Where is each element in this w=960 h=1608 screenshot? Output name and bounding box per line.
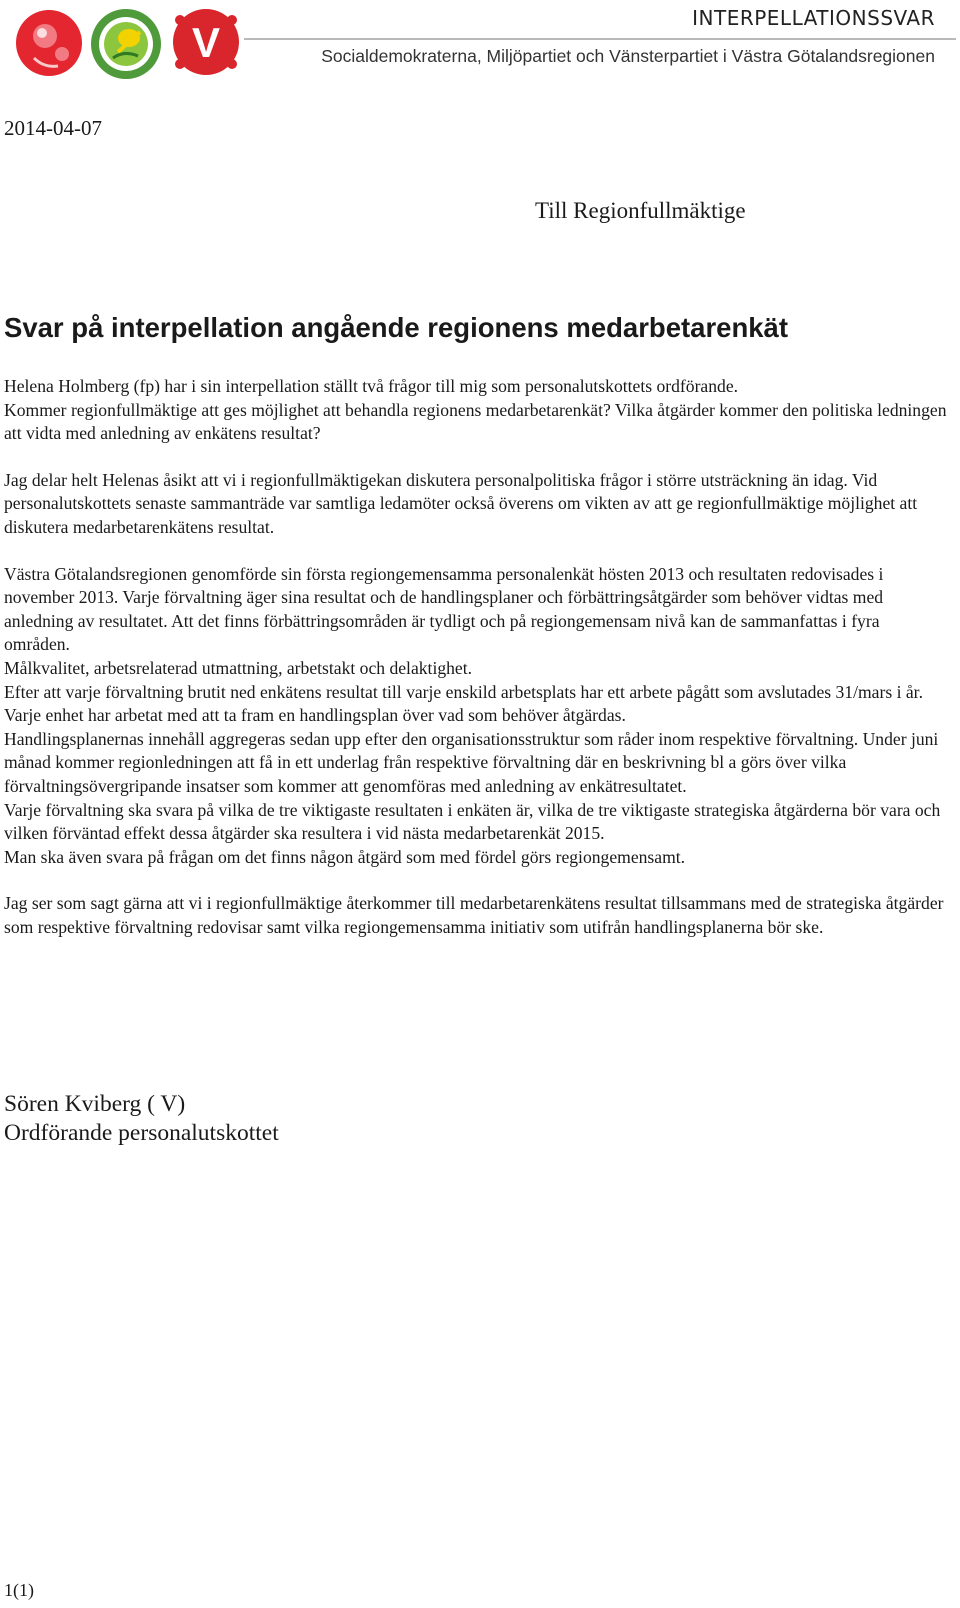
header-subtitle: Socialdemokraterna, Miljöpartiet och Vänsterpartiet i Västra Götalandsregionen xyxy=(321,46,935,66)
paragraph-intro xyxy=(4,375,949,446)
paragraph-line: Efter att varje förvaltning brutit ned enkätens resultat till varje enskild arbetsplats har ett arbete pågått som avslutades 31/mars i år. Varje enhet har arbetat med att ta fram en handlingsplan över vad som behöver åtgärdas. xyxy=(4,681,923,726)
paragraph-line: Varje förvaltning ska svara på vilka de tre viktigaste resultaten i enkäten är, vilka de tre viktigaste strategiska åtgärderna bör vara och vilken förväntad effekt dessa åtgärder ska resultera i vid nästa medarbetarenkät 2015. xyxy=(4,799,941,844)
signature-name: Sören Kviberg ( V) xyxy=(4,1091,186,1117)
signature-block xyxy=(4,1090,279,1148)
paragraph-line: Jag ser som sagt gärna att vi i regionfullmäktige återkommer till medarbetarenkätens resultat tillsammans med de strategiska åtgärder som respektive förvaltning redovisar samt vilka regiongemensamma initiativ som utifrån handlingsplanerna bör ske. xyxy=(4,893,944,937)
paragraph-line: Man ska även svara på frågan om det finns någon åtgärd som med fördel görs regiongemensamt. xyxy=(4,846,686,867)
paragraph-opinion xyxy=(4,469,949,540)
paragraph-line: Jag delar helt Helenas åsikt att vi i regionfullmäktigekan diskutera personalpolitiska frågor i större utsträckning än idag. Vid personalutskottets senaste sammanträde var samtliga ledamöter också överens om vikten av att ge regionfullmäktige möjlighet att diskutera medarbetarenkätens resultat. xyxy=(4,469,918,537)
paragraph-line: Målkvalitet, arbetsrelaterad utmattning, arbetstakt och delaktighet. xyxy=(4,657,473,678)
party-logos xyxy=(14,6,242,82)
v-logo-letter: V xyxy=(191,19,221,66)
document-header xyxy=(0,0,960,90)
page-number: 1(1) xyxy=(4,1580,34,1600)
paragraph-line: Kommer regionfullmäktige att ges möjlighet att behandla regionens medarbetarenkät? Vilka åtgärder kommer den politiska ledningen att vidta med anledning av enkätens resultat? xyxy=(4,399,947,444)
document-body xyxy=(4,375,949,962)
document-date: 2014-04-07 xyxy=(4,116,102,140)
header-divider xyxy=(244,38,956,40)
header-title: INTERPELLATIONSSVAR xyxy=(692,6,935,30)
recipient: Till Regionfullmäktige xyxy=(535,198,746,223)
paragraph-conclusion xyxy=(4,892,949,939)
paragraph-line: Helena Holmberg (fp) har i sin interpellation ställt två frågor till mig som personalutskottets ordförande. xyxy=(4,376,739,396)
left-party-v-logo-icon xyxy=(173,9,239,75)
paragraph-survey-details xyxy=(4,563,949,870)
document-heading: Svar på interpellation angående regionens medarbetarenkät xyxy=(4,312,788,343)
paragraph-line: Västra Götalandsregionen genomförde sin första regiongemensamma personalenkät hösten 2013 och resultaten redovisades i november 2013. Varje förvaltning äger sina resultat och de handlingsplaner och förbättringsåtgärder som behöver vidtas med anledning av resultatet. Att det finns förbättringsområden är tydligt och på regiongemensam nivå kan de sammanfattas i fyra områden. xyxy=(4,563,884,655)
green-party-dandelion-logo-icon xyxy=(91,9,161,79)
paragraph-line: Handlingsplanernas innehåll aggregeras sedan upp efter den organisationsstruktur som råder inom respektive förvaltning. Under juni månad kommer regionledningen att få in ett underlag från respektive förvaltning där en beskrivning bl a görs över vilka förvaltningsövergripande insatser som kommer att genomföras med anledning av enkätresultatet. xyxy=(4,728,939,796)
social-democrats-rose-logo-icon xyxy=(16,10,82,76)
signature-role: Ordförande personalutskottet xyxy=(4,1120,279,1146)
